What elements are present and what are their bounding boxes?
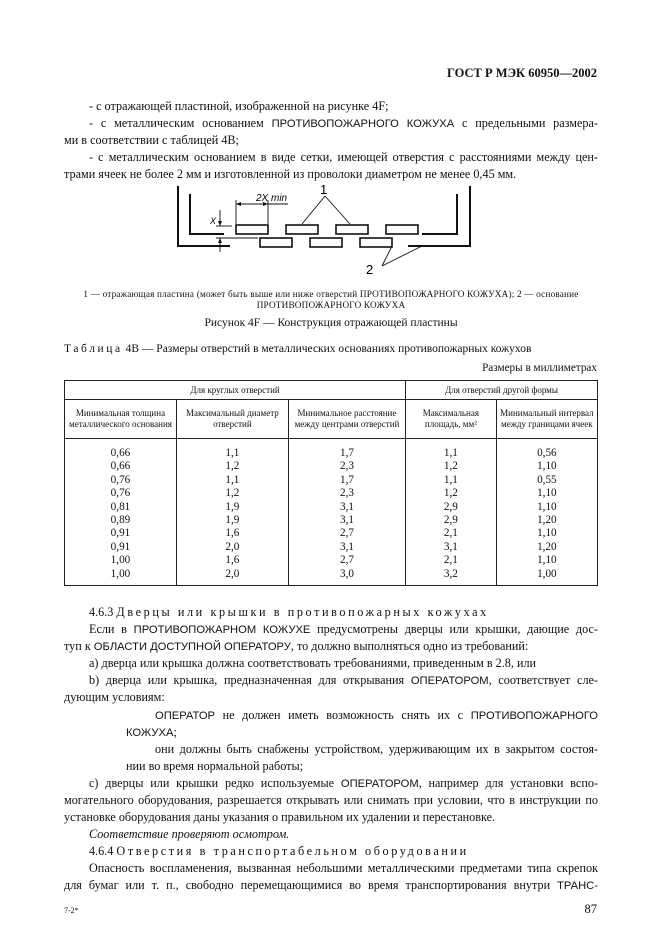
table-cell: 1,1 <box>176 439 288 461</box>
callout-1: 1 <box>320 182 328 197</box>
term-transportable: ТРАНС- <box>557 880 598 892</box>
col-max-area: Максимальная площадь, мм² <box>406 400 497 439</box>
table-cell: 0,76 <box>65 487 177 500</box>
section-463-p1: Если в ПРОТИВОПОЖАРНОМ КОЖУХЕ предусмотрены дверцы или крышки, дающие дос- <box>89 622 598 636</box>
table-cell: 1,2 <box>406 487 497 500</box>
section-463-number: 4.6.3 <box>89 605 114 619</box>
table-cell: 1,00 <box>65 554 177 567</box>
table-cell: 0,89 <box>65 514 177 527</box>
figure-4f-diagram <box>160 180 500 280</box>
table-cell: 2,7 <box>288 554 405 567</box>
table-row <box>65 568 598 586</box>
table-cell: 1,2 <box>176 487 288 500</box>
table-cell: 2,0 <box>176 541 288 554</box>
term-fire-enclosure: ПРОТИВОПОЖАРНОГО <box>470 710 598 722</box>
page-number: 87 <box>584 902 597 916</box>
table-cell: 2,3 <box>288 487 405 500</box>
term-operator-access-area: ОБЛАСТИ ДОСТУПНОЙ ОПЕРАТОРУ <box>93 641 291 653</box>
intro-item-2-line1 <box>64 115 598 133</box>
section-464-title: Отверстия в транспортабельном оборудовании <box>116 844 469 858</box>
reflector-plates <box>236 225 418 234</box>
table-row <box>65 554 598 567</box>
table-row <box>65 527 598 540</box>
section-463-heading <box>64 604 598 621</box>
table-cell: 1,9 <box>176 514 288 527</box>
table-cell: 0,66 <box>65 460 177 473</box>
table-cell: 0,76 <box>65 474 177 487</box>
term-fire-enclosure: КОЖУХА <box>126 727 174 739</box>
table-cell: 0,91 <box>65 541 177 554</box>
intro-item-3-line1: - с металлическим основанием в виде сетки, имеющей отверстия с расстояниями между цен- <box>89 150 598 164</box>
section-463-item-b-line1: b) дверца или крышка, предназначенная для открывания ОПЕРАТОРОМ, соответствует сле- <box>89 673 598 687</box>
table-cell: 0,56 <box>496 439 597 461</box>
table-cell: 0,81 <box>65 501 177 514</box>
table-title-text: 4В — Размеры отверстий в металлических основаниях противопожарных кожухов <box>122 343 532 355</box>
table-cell: 1,10 <box>496 527 597 540</box>
section-464-heading <box>64 843 598 860</box>
col-max-diameter: Максимальный диаметр отверстий <box>176 400 288 439</box>
table-cell: 3,1 <box>288 541 405 554</box>
table-cell: 1,20 <box>496 541 597 554</box>
table-row <box>65 474 598 487</box>
table-cell: 2,7 <box>288 527 405 540</box>
term-fire-enclosure: ПРОТИВОПОЖАРНОГО КОЖУХА <box>271 118 455 130</box>
table-cell: 3,1 <box>406 541 497 554</box>
table-row <box>65 541 598 554</box>
section-464-p1: Опасность воспламенения, вызванная небольшими металлическими предметами типа скрепок <box>89 861 598 875</box>
callout-2: 2 <box>366 262 374 277</box>
intro-text: - с металлическим основанием <box>89 116 272 130</box>
table-cell: 3,0 <box>288 568 405 586</box>
enclosure-inner-right <box>422 194 457 234</box>
section-463-title: Дверцы или крышки в противопожарных кожухах <box>116 605 489 619</box>
table-prefix: Таблица <box>64 343 123 355</box>
intro-item-2-line2: ми в соответствии с таблицей 4В; <box>64 133 239 147</box>
section-463-item-c-line3: установке оборудования даны указания о правильном их удалении и перестановке. <box>64 810 496 824</box>
section-463-p2: туп к ОБЛАСТИ ДОСТУПНОЙ ОПЕРАТОРУ, то должно выполняться одно из требований: <box>64 639 529 653</box>
figure-legend-line1: 1 — отражающая пластина (может быть выше или ниже отверстий ПРОТИВОПОЖАРНОГО КОЖУХА); 2 — основание <box>83 289 579 299</box>
section-463-item-c-line2: могательного оборудования, разрешается открывать или снимать при условии, что в инструкции по <box>64 793 598 807</box>
table-cell: 2,9 <box>406 514 497 527</box>
table-cell: 1,10 <box>496 487 597 500</box>
table-row <box>65 501 598 514</box>
enclosure-inner-left <box>190 194 224 234</box>
dim-2x-label: 2X min <box>256 193 288 204</box>
col-min-spacing: Минимальное расстояние между центрами отверстий <box>288 400 405 439</box>
table-cell: 1,7 <box>288 474 405 487</box>
table-cell: 1,1 <box>176 474 288 487</box>
group-other-holes: Для отверстий другой формы <box>406 381 598 400</box>
condition-1-line1: ОПЕРАТОР не должен иметь возможность снять их с ПРОТИВОПОЖАРНОГО <box>155 708 598 722</box>
table-row <box>65 439 598 461</box>
col-min-interval: Минимальный интервал между границами ячеек <box>496 400 597 439</box>
table-cell: 2,1 <box>406 527 497 540</box>
table-cell: 2,1 <box>406 554 497 567</box>
section-463-item-b-line2: дующим условиям: <box>64 690 165 704</box>
table-cell: 3,2 <box>406 568 497 586</box>
dim-x-label: X <box>210 216 217 226</box>
section-463-item-c-line1: с) дверцы или крышки редко используемые ОПЕРАТОРОМ, например для установки вспо- <box>89 776 598 790</box>
table-cell: 1,00 <box>65 568 177 586</box>
table-cell: 1,7 <box>288 439 405 461</box>
base-plates <box>260 238 392 247</box>
table-cell: 0,55 <box>496 474 597 487</box>
condition-1-line2: КОЖУХА; <box>126 725 177 739</box>
table-4b <box>64 380 598 586</box>
enclosure-right-wall <box>408 186 470 246</box>
intro-item-3-line2: трами ячеек не более 2 мм и изготовленной из проволоки диаметром не менее 0,45 мм. <box>64 167 517 181</box>
term-fire-enclosure: ПРОТИВОПОЖАРНОМ КОЖУХЕ <box>133 624 311 636</box>
term-operator: ОПЕРАТОРОМ <box>410 675 489 687</box>
table-cell: 3,1 <box>288 514 405 527</box>
condition-2-line1: они должны быть снабжены устройством, удерживающим их в закрытом состоя- <box>155 742 598 756</box>
table-cell: 2,0 <box>176 568 288 586</box>
table-cell: 1,6 <box>176 554 288 567</box>
col-min-thickness: Минимальная толщина металлического основания <box>65 400 177 439</box>
section-463-item-a: а) дверца или крышка должна соответствовать требованиями, приведенным в 2.8, или <box>89 656 537 670</box>
table-cell: 1,1 <box>406 474 497 487</box>
table-row <box>65 514 598 527</box>
enclosure-left-wall <box>178 186 230 246</box>
table-cell: 2,9 <box>406 501 497 514</box>
figure-legend-line2: ПРОТИВОПОЖАРНОГО КОЖУХА <box>256 300 406 310</box>
intro-item-1: - с отражающей пластиной, изображенной на рисунке 4F; <box>89 99 389 113</box>
table-cell: 1,2 <box>406 460 497 473</box>
table-cell: 1,10 <box>496 501 597 514</box>
table-cell: 1,10 <box>496 460 597 473</box>
table-cell: 1,20 <box>496 514 597 527</box>
compliance-note: Соответствие проверяют осмотром. <box>89 827 290 841</box>
table-cell: 1,6 <box>176 527 288 540</box>
table-cell: 3,1 <box>288 501 405 514</box>
table-cell: 1,2 <box>176 460 288 473</box>
table-units: Размеры в миллиметрах <box>482 362 597 374</box>
dim-arrows <box>218 202 268 243</box>
figure-caption: Рисунок 4F — Конструкция отражающей пластины <box>204 317 458 329</box>
footer-signature: 7-2* <box>64 906 79 915</box>
table-cell: 0,66 <box>65 439 177 461</box>
document-header: ГОСТ Р МЭК 60950—2002 <box>447 66 597 80</box>
table-cell: 1,10 <box>496 554 597 567</box>
group-round-holes: Для круглых отверстий <box>65 381 406 400</box>
table-cell: 0,91 <box>65 527 177 540</box>
section-464-number: 4.6.4 <box>89 844 114 858</box>
section-464-p2: для бумаг или т. п., свободно перемещающимися во время транспортирования внутри ТРАНС- <box>64 878 598 892</box>
term-operator: ОПЕРАТОРОМ <box>340 778 419 790</box>
table-cell: 1,1 <box>406 439 497 461</box>
table-cell: 2,3 <box>288 460 405 473</box>
table-cell: 1,00 <box>496 568 597 586</box>
table-row <box>65 487 598 500</box>
condition-2-line2: нии во время нормальной работы; <box>126 759 304 773</box>
table-row <box>65 460 598 473</box>
term-operator: ОПЕРАТОР <box>155 710 215 722</box>
table-cell: 1,9 <box>176 501 288 514</box>
intro-text: с предельными размера- <box>454 116 598 130</box>
table-title <box>64 343 531 355</box>
